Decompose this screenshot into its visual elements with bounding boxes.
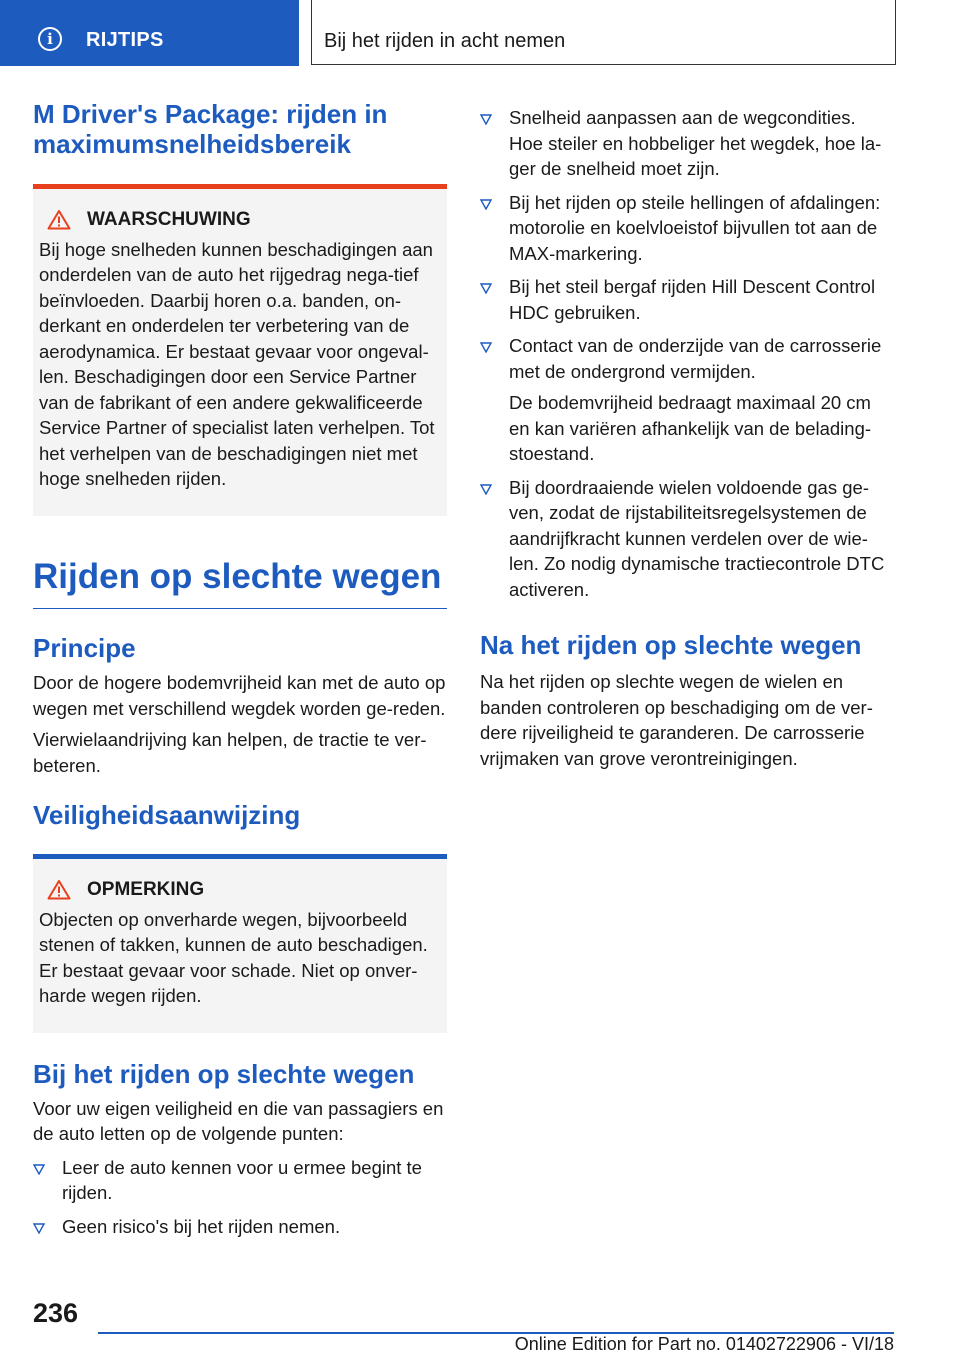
header-chapter-box (311, 0, 896, 65)
warning-triangle-icon (47, 879, 71, 900)
principe-paragraph-1: Door de hogere bodemvrijheid kan met de auto op wegen met verschillend wegdek worden ge‐reden. (33, 672, 446, 719)
warning-callout (33, 184, 447, 516)
na-rijden-paragraph: Na het rijden op slechte wegen de wielen en banden controleren op beschadiging om de ver‐dere rijveiligheid te garanderen. De carrosserie vrijmaken van grove verontreinigingen. (480, 671, 873, 769)
footer-edition: Online Edition for Part no. 01402722906 - VI/18 (514, 1334, 894, 1354)
list-item: Bij het steil bergaf rijden Hill Descent Control HDC gebruiken. (480, 274, 894, 325)
list-item: Geen risico's bij het rijden nemen. (33, 1214, 447, 1240)
triangle-bullet-icon (33, 1223, 45, 1234)
heading-na-het-rijden: Na het rijden op slechte wegen (480, 630, 862, 660)
note-text: Objecten op onverharde wegen, bijvoorbeeld stenen of takken, kunnen de auto beschadigen. Er bestaat gevaar voor schade. Niet op onver‐harde wegen rijden. (39, 908, 428, 1007)
list-item: Leer de auto kennen voor u ermee begint te rijden. (33, 1155, 447, 1206)
page-number: 236 (33, 1298, 79, 1328)
header-section-tab (0, 0, 299, 66)
list-item: Snelheid aanpassen aan de wegcondities. Hoe steiler en hobbeliger het wegdek, hoe la‐ger de snelheid moet zijn. (480, 105, 894, 182)
heading-bij-het-rijden: Bij het rijden op slechte wegen (33, 1058, 415, 1089)
warning-triangle-icon (47, 209, 71, 230)
left-bullet-list (33, 1155, 447, 1240)
heading-rijden-slechte-wegen: Rijden op slechte wegen (33, 556, 442, 596)
warning-title: WAARSCHUWING (87, 208, 251, 230)
note-callout (33, 854, 447, 1033)
triangle-bullet-icon (480, 114, 492, 125)
bij-rijden-paragraph: Voor uw eigen veiligheid en die van passagiers en de auto letten op de volgende punten: (33, 1097, 444, 1145)
list-item: Contact van de onderzijde van de carrosserie met de ondergrond vermijden. De bodemvrijheid bedraagt maximaal 20 cm en kan variëren afhankelijk van de belading‐stoestand. (480, 333, 894, 467)
heading-principe: Principe (33, 633, 136, 664)
triangle-bullet-icon (480, 199, 492, 210)
list-item: Bij doordraaiende wielen voldoende gas ge‐ven, zodat de rijstabiliteitsregelsystemen de aandrijfkracht kunnen verdelen over de wie‐len. Zo nodig dynamische tractiecontrole DTC activeren. (480, 475, 894, 603)
right-bullet-list (480, 105, 894, 602)
note-title: OPMERKING (87, 878, 205, 900)
chapter-title: Bij het rijden in acht nemen (324, 30, 566, 52)
triangle-bullet-icon (480, 484, 492, 495)
left-column (33, 100, 447, 1247)
triangle-bullet-icon (480, 342, 492, 353)
info-icon: i (38, 27, 62, 51)
bullet-sub-paragraph: De bodemvrijheid bedraagt maximaal 20 cm en kan variëren afhankelijk van de belading‐stoestand. (509, 392, 872, 464)
right-column (480, 105, 894, 771)
warning-text: Bij hoge snelheden kunnen beschadigingen aan onderdelen van de auto het rijgedrag nega‐tief beïnvloeden. Daarbij horen o.a. banden, on‐derkant en onderdelen ter verbetering van de aerodynamica. Er bestaat gevaar voor ongeval‐len. Beschadigingen door een Service Partner van de fabrikant of een andere gekwalificeerde Service Partner of specialist laten verhelpen. Tot het verhelpen van de beschadigingen niet met hoge snelheden rijden. (39, 238, 435, 490)
triangle-bullet-icon (480, 283, 492, 294)
triangle-bullet-icon (33, 1164, 45, 1175)
principe-paragraph-2: Vierwielaandrijving kan helpen, de tractie te ver‐beteren. (33, 729, 427, 776)
list-item: Bij het rijden op steile hellingen of afdalingen: motorolie en koelvloeistof bijvullen tot aan de MAX-markering. (480, 190, 894, 267)
heading-veiligheidsaanwijzing: Veiligheidsaanwijzing (33, 800, 301, 831)
section-label: RIJTIPS (86, 29, 164, 51)
heading-m-drivers-package: M Driver's Package: rijden in maximumsnelheidsbereik (33, 99, 388, 159)
